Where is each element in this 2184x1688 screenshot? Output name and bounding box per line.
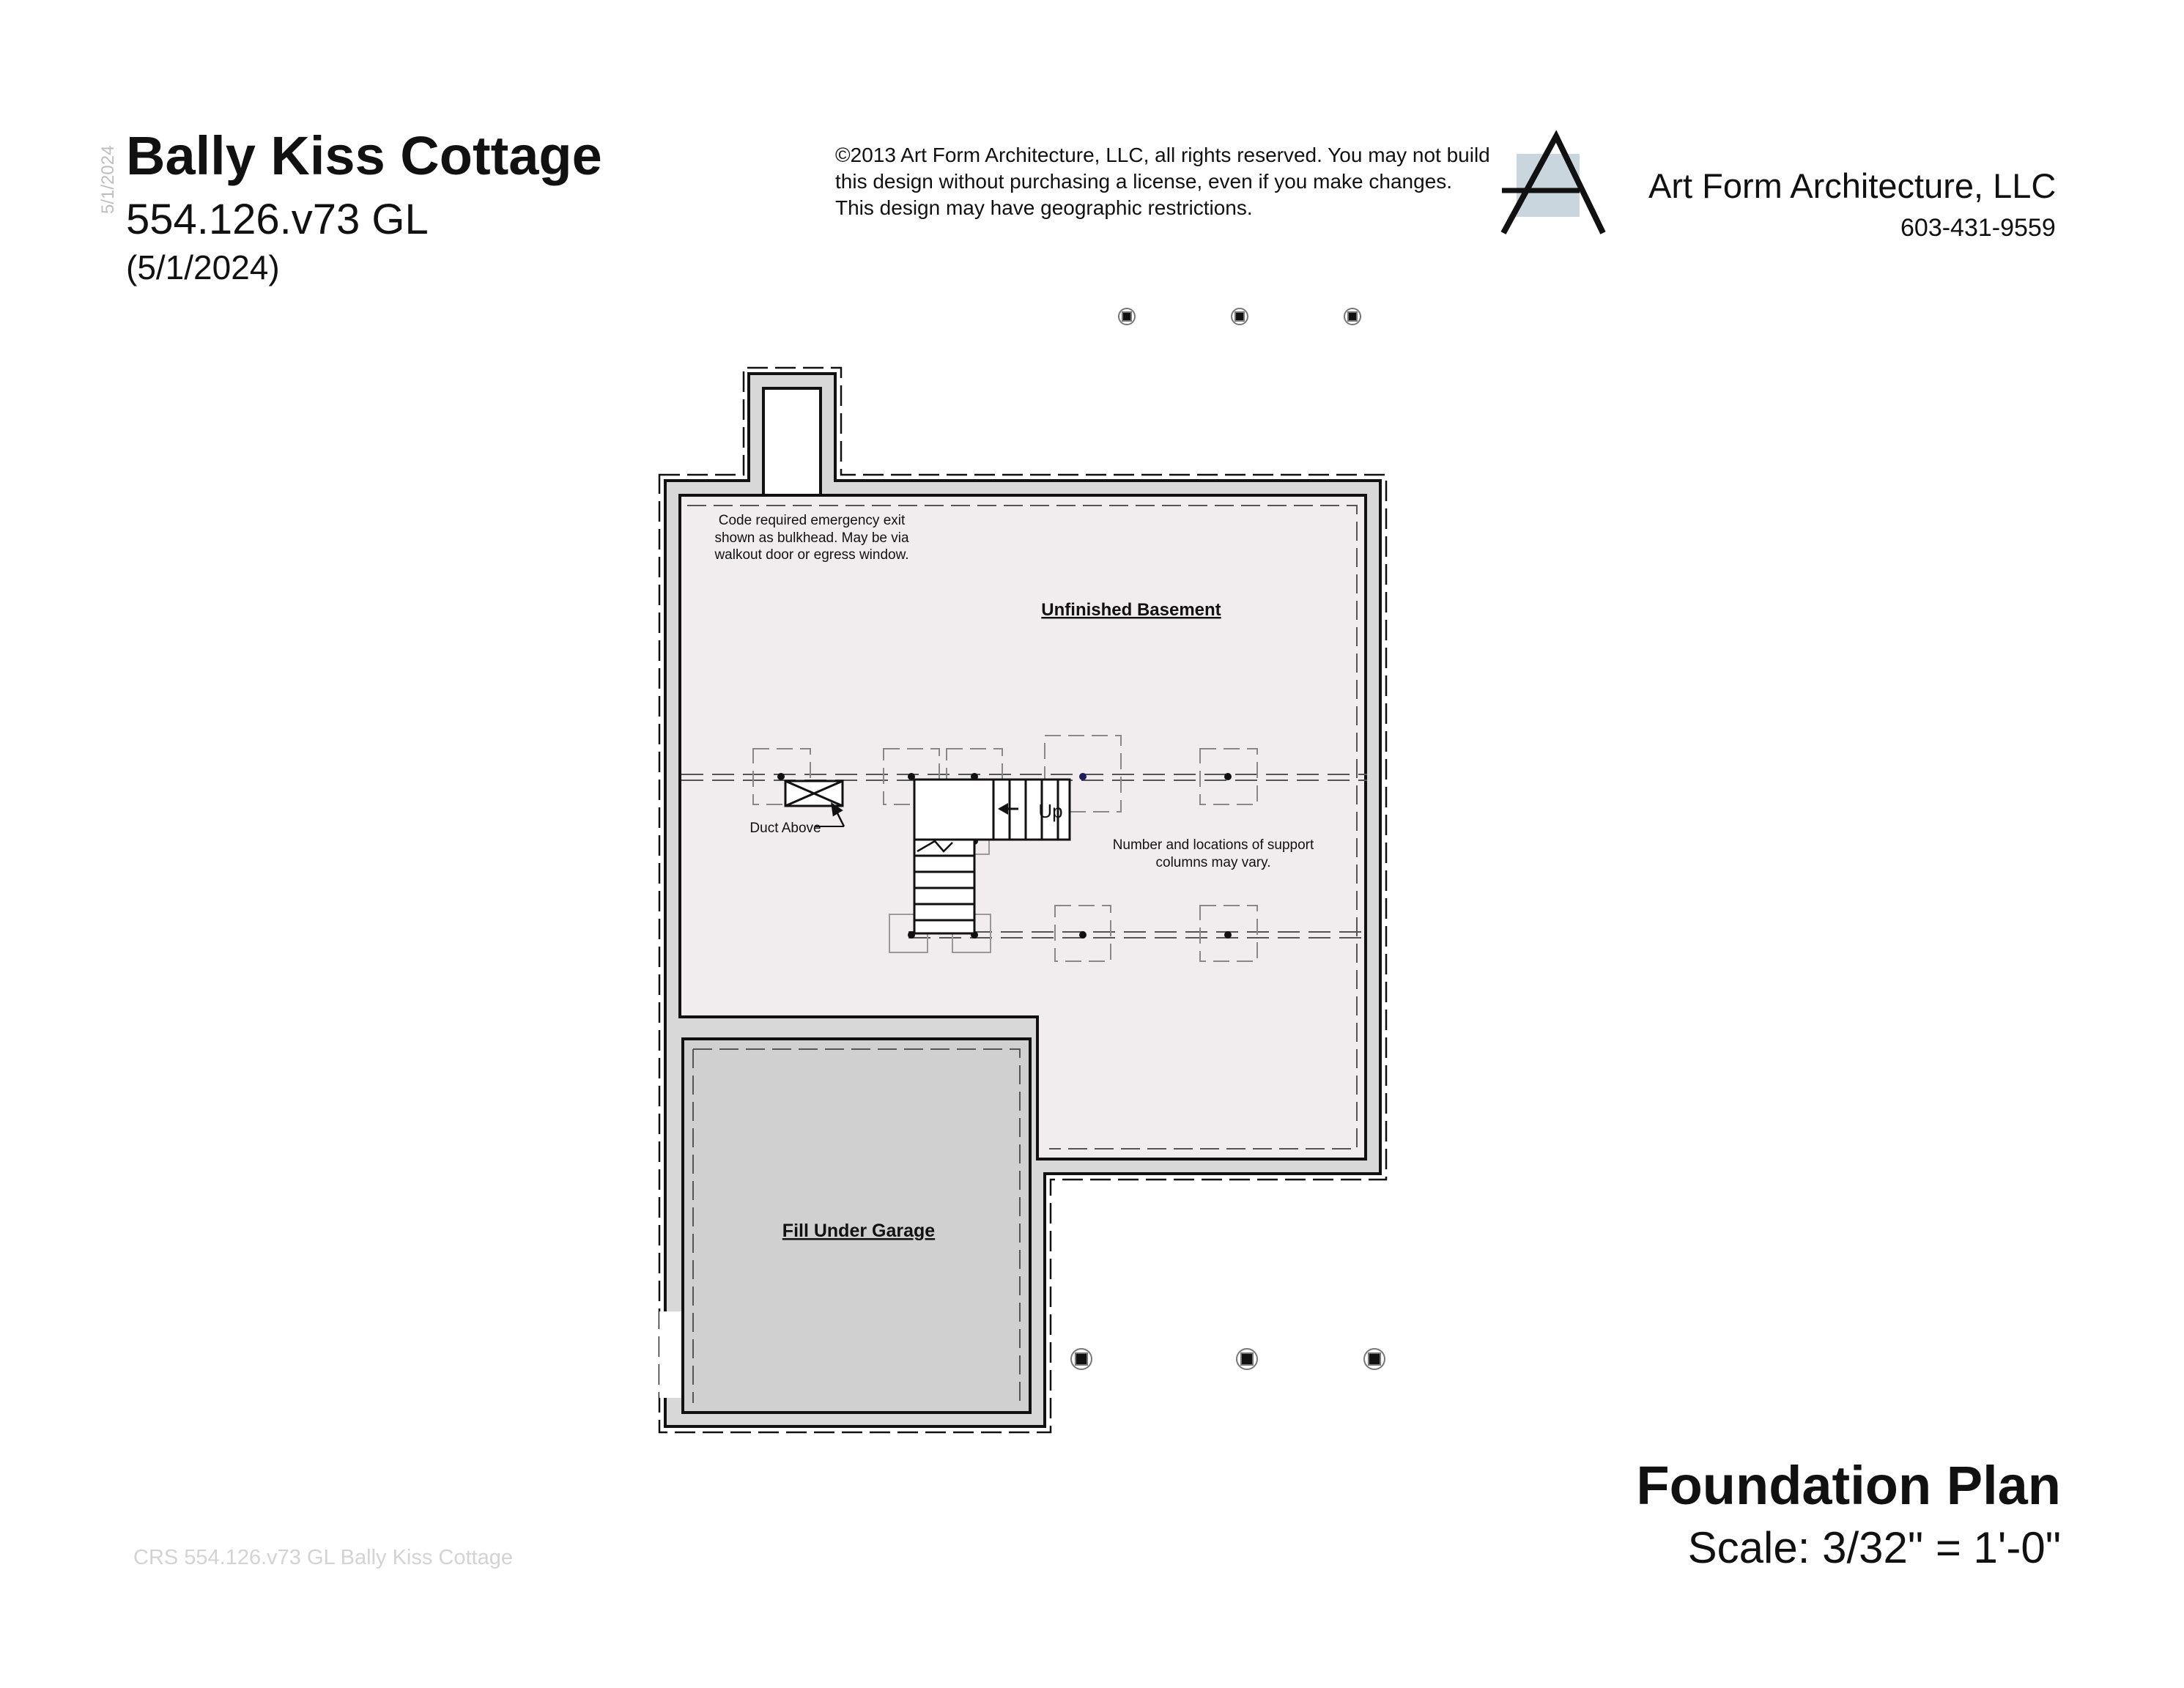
bulkhead — [763, 388, 821, 495]
exterior-pier — [1122, 312, 1131, 321]
vertical-date-stamp: 5/1/2024 — [98, 145, 118, 214]
garage-door-gap — [659, 1311, 681, 1398]
support-column — [1079, 773, 1087, 780]
duct-above-label: Duct Above — [749, 821, 821, 836]
sheet-scale: Scale: 3/32" = 1'-0" — [1687, 1523, 2061, 1572]
exterior-pier — [1348, 312, 1357, 321]
egress-note-line-3: walkout door or egress window. — [714, 547, 909, 563]
egress-note-line-1: Code required emergency exit — [718, 513, 906, 528]
columns-note-line-2: columns may vary. — [1155, 855, 1271, 870]
plan-title: Bally Kiss Cottage — [126, 125, 602, 186]
firm-phone: 603-431-9559 — [1900, 214, 2056, 242]
stair-up-label: Up — [1038, 800, 1063, 822]
columns-note-line-1: Number and locations of support — [1112, 837, 1314, 853]
sheet-title: Foundation Plan — [1636, 1455, 2061, 1516]
exterior-pier — [1235, 312, 1244, 321]
support-column — [1224, 931, 1232, 939]
footer-watermark: CRS 554.126.v73 GL Bally Kiss Cottage — [133, 1546, 513, 1569]
plan-date: (5/1/2024) — [126, 248, 280, 286]
egress-note-line-2: shown as bulkhead. May be via — [714, 530, 909, 546]
basement-label: Unfinished Basement — [1041, 600, 1221, 620]
plan-number: 554.126.v73 GL — [126, 196, 429, 243]
garage-label: Fill Under Garage — [782, 1221, 936, 1241]
support-column — [1224, 773, 1232, 780]
support-column — [1079, 931, 1087, 939]
exterior-pier — [1076, 1353, 1087, 1365]
support-column — [777, 773, 785, 780]
firm-name: Art Form Architecture, LLC — [1648, 166, 2057, 205]
exterior-pier — [1241, 1353, 1253, 1365]
copyright-notice: ©2013 Art Form Architecture, LLC, all rights reserved. You may not build this design without purchasing a license, even if you make changes. This design may have geographic restrictions. — [835, 144, 1490, 219]
exterior-pier — [1369, 1353, 1380, 1365]
